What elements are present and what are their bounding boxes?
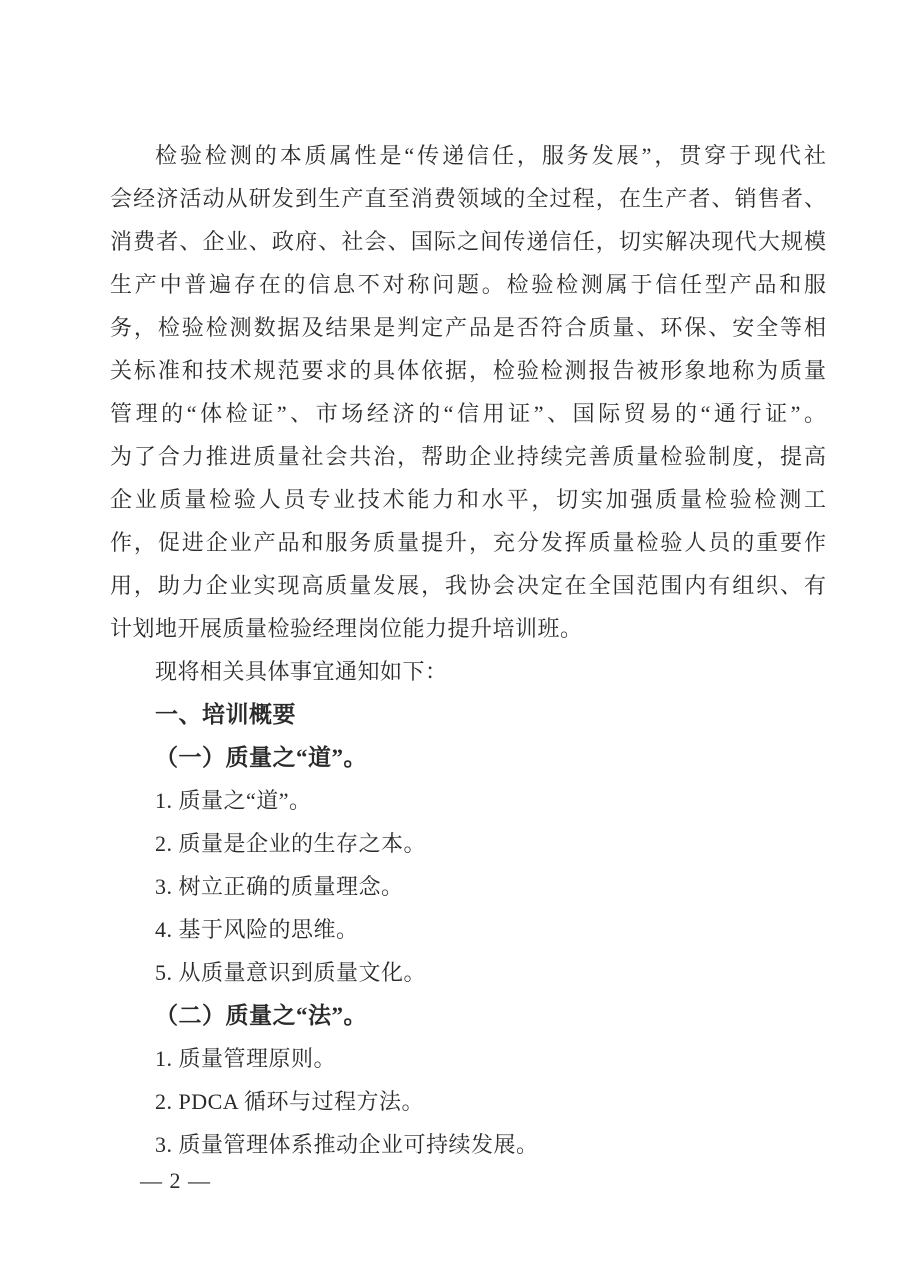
intro-line: 作，促进企业产品和服务质量提升，充分发挥质量检验人员的重要作 xyxy=(110,530,826,555)
intro-line: 关标准和技术规范要求的具体依据，检验检测报告被形象地称为质量 xyxy=(110,358,826,383)
intro-line: 生产中普遍存在的信息不对称问题。检验检测属于信任型产品和服 xyxy=(110,272,826,297)
list-item: 2. PDCA 循环与过程方法。 xyxy=(155,1089,424,1114)
page-number: — 2 — xyxy=(140,1168,211,1193)
intro-paragraph xyxy=(110,134,826,650)
list-item: 1. 质量之“道”。 xyxy=(155,788,312,813)
intro-line: 管理的“体检证”、市场经济的“信用证”、国际贸易的“通行证”。 xyxy=(110,401,826,426)
document-body xyxy=(110,134,826,1166)
intro-line: 务，检验检测数据及结果是判定产品是否符合质量、环保、安全等相 xyxy=(110,315,826,340)
list-item: 3. 质量管理体系推动企业可持续发展。 xyxy=(155,1132,539,1157)
intro-line: 计划地开展质量检验经理岗位能力提升培训班。 xyxy=(110,616,583,641)
notice-line: 现将相关具体事宜通知如下： xyxy=(155,659,448,684)
intro-line: 会经济活动从研发到生产直至消费领域的全过程，在生产者、销售者、 xyxy=(110,186,826,211)
subsection-1-heading: （一）质量之“道”。 xyxy=(155,745,367,770)
intro-line: 消费者、企业、政府、社会、国际之间传递信任，切实解决现代大规模 xyxy=(110,229,826,254)
intro-line: 检验检测的本质属性是“传递信任，服务发展”，贯穿于现代社 xyxy=(155,143,826,168)
section-heading-training-overview: 一、培训概要 xyxy=(155,701,296,727)
subsection-2-items xyxy=(110,1037,826,1166)
subsection-2-heading: （二）质量之“法”。 xyxy=(155,1003,367,1028)
list-item: 2. 质量是企业的生存之本。 xyxy=(155,831,427,856)
intro-line: 用，助力企业实现高质量发展，我协会决定在全国范围内有组织、有 xyxy=(110,573,826,598)
list-item: 1. 质量管理原则。 xyxy=(155,1046,337,1071)
subsection-1-items xyxy=(110,779,826,994)
intro-line: 为了合力推进质量社会共治，帮助企业持续完善质量检验制度，提高 xyxy=(110,444,826,469)
intro-line: 企业质量检验人员专业技术能力和水平，切实加强质量检验检测工 xyxy=(110,487,826,512)
page-footer xyxy=(140,1168,211,1194)
list-item: 5. 从质量意识到质量文化。 xyxy=(155,960,427,985)
list-item: 3. 树立正确的质量理念。 xyxy=(155,874,404,899)
list-item: 4. 基于风险的思维。 xyxy=(155,917,359,942)
